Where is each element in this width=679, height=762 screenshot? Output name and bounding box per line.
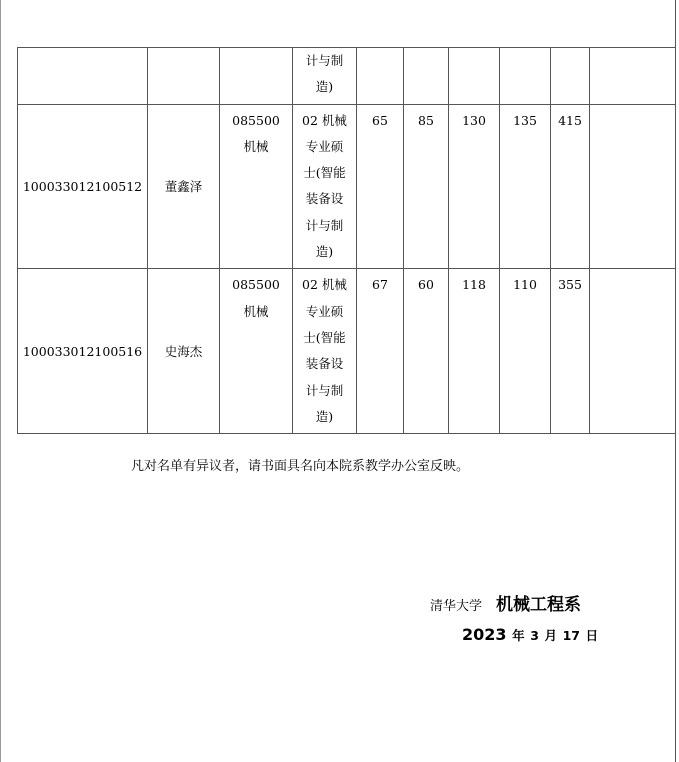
cell-candidate-id: [18, 48, 148, 105]
date-year: 2023: [462, 625, 507, 644]
program-code: 085500: [232, 112, 280, 128]
cell-remark: [590, 48, 676, 105]
cell-total: [551, 48, 590, 105]
score-value: 130: [462, 112, 486, 128]
program-code: 085500: [232, 277, 280, 293]
table-row: [18, 104, 676, 269]
signature-org: [430, 590, 581, 615]
cell-score-1: [357, 269, 404, 434]
major-line: 计与制: [305, 53, 344, 68]
admission-table: [17, 47, 676, 434]
major-line: 造): [315, 79, 334, 95]
cell-score-3: [449, 48, 500, 105]
cell-program: [220, 104, 293, 269]
major-line: 士(智能: [303, 329, 346, 345]
major-line: 02 机械: [302, 277, 347, 293]
major-line: 士(智能: [303, 165, 346, 181]
major-line: 02 机械: [302, 112, 347, 128]
cell-program: [220, 269, 293, 434]
cell-score-1: [357, 104, 404, 269]
major-line: 造): [315, 244, 334, 260]
cell-score-3: [449, 269, 500, 434]
table-row-partial: [18, 48, 676, 105]
university-name: 清华大学: [430, 599, 483, 614]
major-line: 计与制: [305, 217, 344, 233]
cell-score-2: [404, 269, 449, 434]
table-row: [18, 269, 676, 434]
date-month-unit: 月: [544, 628, 557, 643]
major-line: 造): [315, 408, 334, 424]
cell-score-4: [500, 104, 551, 269]
major-line: 专业硕: [305, 138, 344, 154]
major-line: 计与制: [305, 382, 344, 398]
total-value: 355: [558, 277, 582, 293]
date-day-unit: 日: [585, 628, 599, 643]
signature-date: [462, 625, 598, 644]
cell-remark: [590, 269, 676, 434]
score-value: 118: [462, 277, 486, 293]
cell-score-3: [449, 104, 500, 269]
cell-name: [148, 48, 220, 105]
score-value: 65: [372, 112, 388, 128]
cell-score-2: [404, 48, 449, 105]
cell-score-4: [500, 269, 551, 434]
score-value: 67: [372, 277, 388, 293]
cell-score-4: [500, 48, 551, 105]
cell-total: [551, 104, 590, 269]
score-value: 85: [418, 112, 434, 128]
major-line: 专业硕: [305, 303, 344, 319]
cell-score-2: [404, 104, 449, 269]
program-name: 机械: [243, 138, 269, 154]
cell-score-1: [357, 48, 404, 105]
cell-remark: [590, 104, 676, 269]
score-value: 135: [513, 112, 537, 128]
cell-candidate-id: 100033012100512: [18, 104, 148, 269]
page-edge-left: [0, 0, 1, 762]
date-month: 3: [530, 628, 539, 643]
cell-major: [293, 104, 357, 269]
major-line: 装备设: [305, 356, 344, 372]
program-name: 机械: [243, 303, 269, 319]
major-line: 装备设: [305, 191, 344, 207]
date-day: 17: [562, 628, 580, 643]
objection-notice: 凡对名单有异议者，请书面具名向本院系教学办公室反映。: [131, 459, 470, 474]
cell-name: 董鑫泽: [148, 104, 220, 269]
total-value: 415: [558, 112, 582, 128]
score-value: 60: [418, 277, 434, 293]
cell-total: [551, 269, 590, 434]
cell-program: [220, 48, 293, 105]
date-year-unit: 年: [512, 628, 525, 643]
cell-major: [293, 269, 357, 434]
cell-candidate-id: 100033012100516: [18, 269, 148, 434]
cell-major: [293, 48, 357, 105]
department-name: 机械工程系: [496, 595, 582, 615]
cell-name: 史海杰: [148, 269, 220, 434]
score-value: 110: [513, 277, 537, 293]
